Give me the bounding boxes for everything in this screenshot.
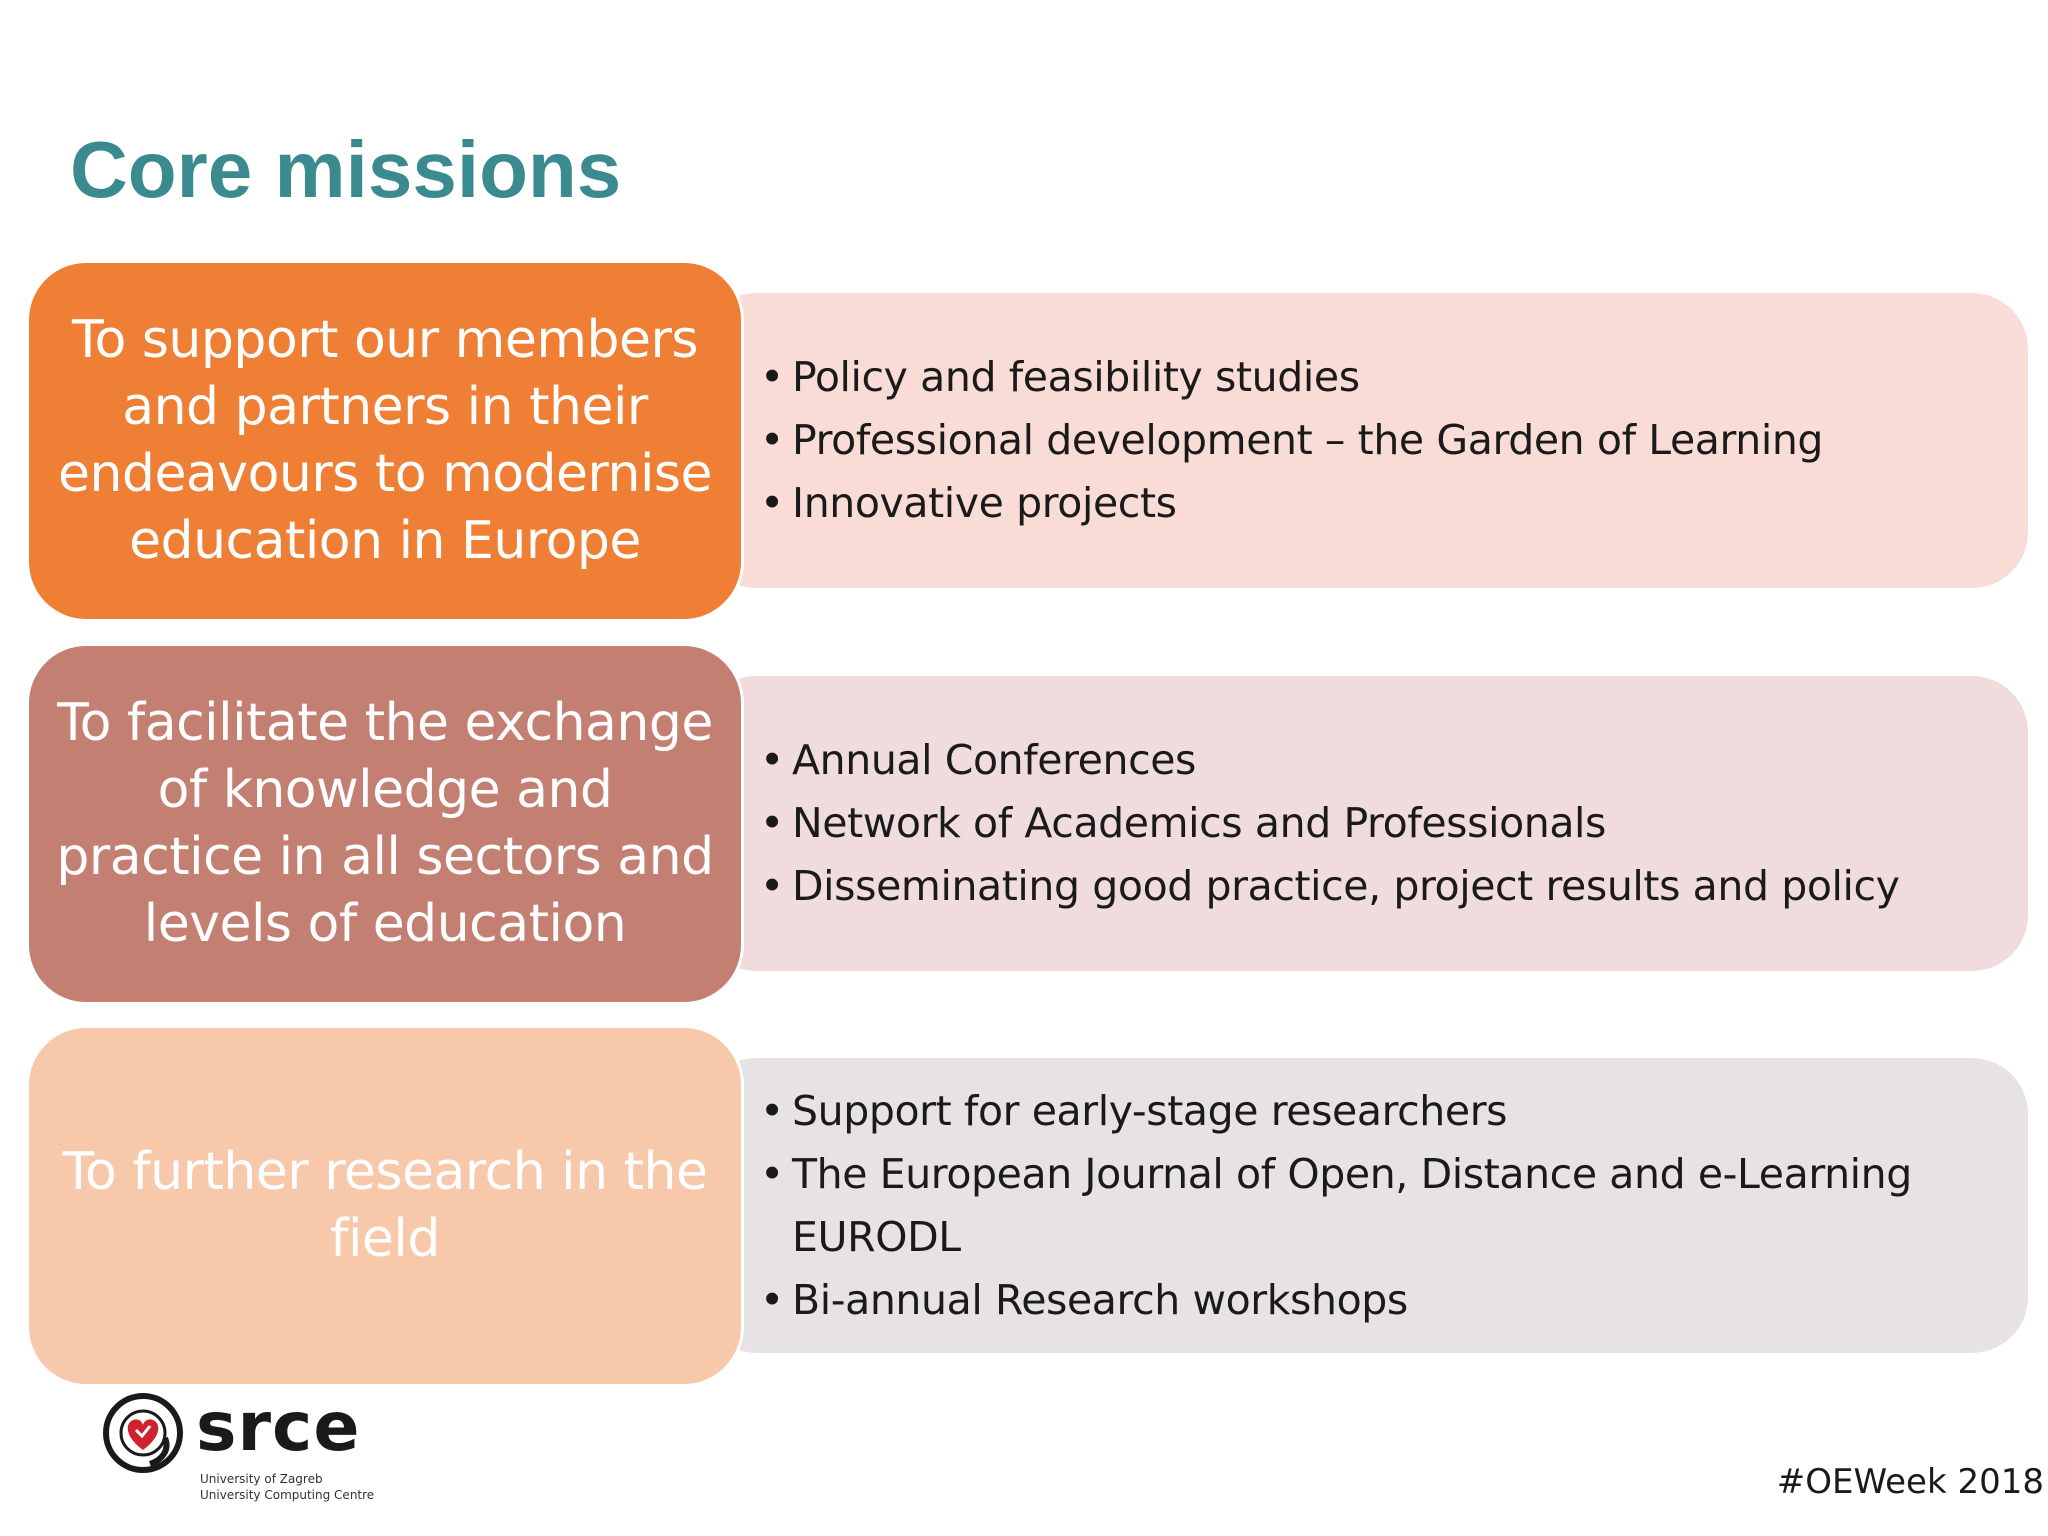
mission-box-1	[26, 260, 744, 622]
mission-row-1	[0, 260, 2048, 622]
mission-row-2	[0, 643, 2048, 1005]
mission-text: To facilitate the exchange of knowledge and practice in all sectors and levels of education	[56, 693, 714, 954]
mission-box-3	[26, 1025, 744, 1387]
srce-logo	[100, 1390, 420, 1510]
list-item: • Bi-annual Research workshops	[760, 1269, 2028, 1332]
list-item: • Disseminating good practice, project results and policy	[760, 855, 2028, 918]
mission-box-2	[26, 643, 744, 1005]
mission-details-3	[700, 1058, 2028, 1353]
mission-details-1	[700, 293, 2028, 588]
bullet-list	[760, 729, 2028, 918]
mission-text: To support our members and partners in their endeavours to modernise education in Europe	[57, 310, 712, 571]
list-item: • The European Journal of Open, Distance and e-Learning EURODL	[760, 1143, 2028, 1269]
list-item: • Annual Conferences	[760, 729, 2028, 792]
bullet-list	[760, 1080, 2028, 1332]
heart-at-sign-icon	[100, 1390, 186, 1476]
list-item: • Policy and feasibility studies	[760, 346, 2028, 409]
list-item: • Support for early-stage researchers	[760, 1080, 2028, 1143]
mission-details-2	[700, 676, 2028, 971]
list-item: • Network of Academics and Professionals	[760, 792, 2028, 855]
logo-wordmark: srce	[196, 1388, 361, 1467]
list-item: • Professional development – the Garden of Learning	[760, 409, 2028, 472]
bullet-list	[760, 346, 2028, 535]
event-hashtag: #OEWeek 2018	[1776, 1462, 2044, 1502]
list-item: • Innovative projects	[760, 472, 2028, 535]
slide-title: Core missions	[70, 125, 622, 214]
logo-subtitle-line-1: University of Zagreb	[200, 1472, 323, 1486]
mission-text: To further research in the field	[62, 1142, 708, 1269]
mission-row-3	[0, 1025, 2048, 1387]
logo-subtitle-line-2: University Computing Centre	[200, 1488, 375, 1502]
